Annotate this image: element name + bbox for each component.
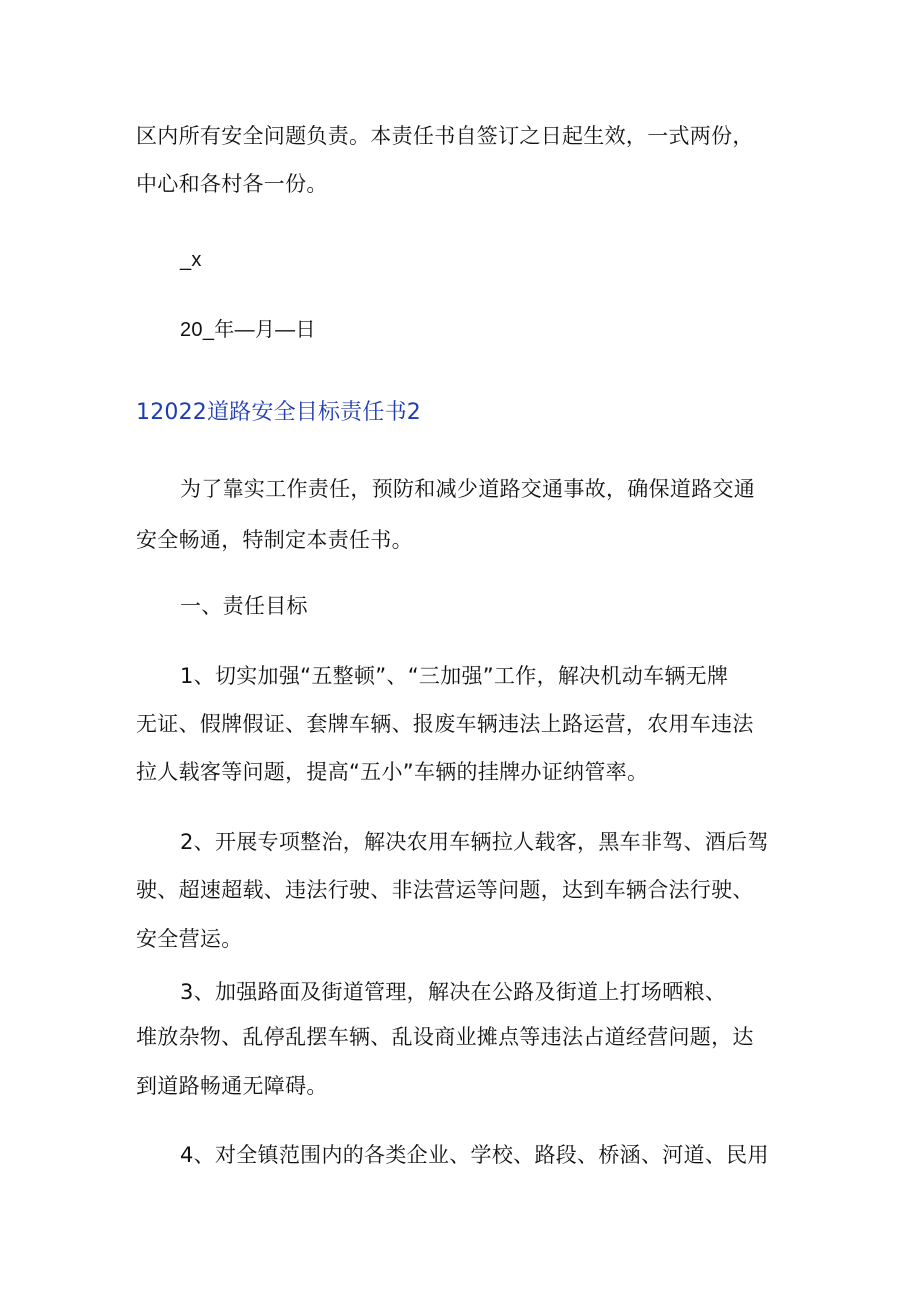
text-line: 安全畅通，特制定本责任书。 bbox=[136, 528, 413, 552]
date-line: 20_年—月—日 bbox=[180, 319, 316, 341]
text-line: 3、加强路面及街道管理，解决在公路及街道上打场晒粮、 bbox=[180, 980, 727, 1004]
text-line: 2、开展专项整治，解决农用车辆拉人载客，黑车非驾、酒后驾 bbox=[180, 830, 769, 854]
text-line: 为了靠实工作责任，预防和减少道路交通事故，确保道路交通 bbox=[180, 477, 756, 501]
text-line: 中心和各村各一份。 bbox=[136, 172, 328, 196]
text-line: 到道路畅通无障碍。 bbox=[136, 1074, 328, 1098]
text-line: 区内所有安全问题负责。本责任书自签订之日起生效，一式两份， bbox=[136, 124, 754, 148]
text-line: 4、对全镇范围内的各类企业、学校、路段、桥涵、河道、民用 bbox=[180, 1143, 769, 1167]
signature-line: _x bbox=[180, 249, 202, 271]
text-line: 拉人载客等问题，提高“五小”车辆的挂牌办证纳管率。 bbox=[136, 760, 649, 784]
text-line: 1、切实加强“五整顿”、“三加强”工作，解决机动车辆无牌 bbox=[180, 664, 729, 688]
goal-heading: 一、责任目标 bbox=[180, 594, 308, 618]
text-line: 安全营运。 bbox=[136, 927, 243, 951]
text-line: 堆放杂物、乱停乱摆车辆、乱设商业摊点等违法占道经营问题，达 bbox=[136, 1025, 754, 1049]
text-line: 无证、假牌假证、套牌车辆、报废车辆违法上路运营，农用车违法 bbox=[136, 712, 754, 736]
section-title: 12022道路安全目标责任书2 bbox=[136, 400, 421, 425]
text-line: 驶、超速超载、违法行驶、非法营运等问题，达到车辆合法行驶、 bbox=[136, 878, 754, 902]
